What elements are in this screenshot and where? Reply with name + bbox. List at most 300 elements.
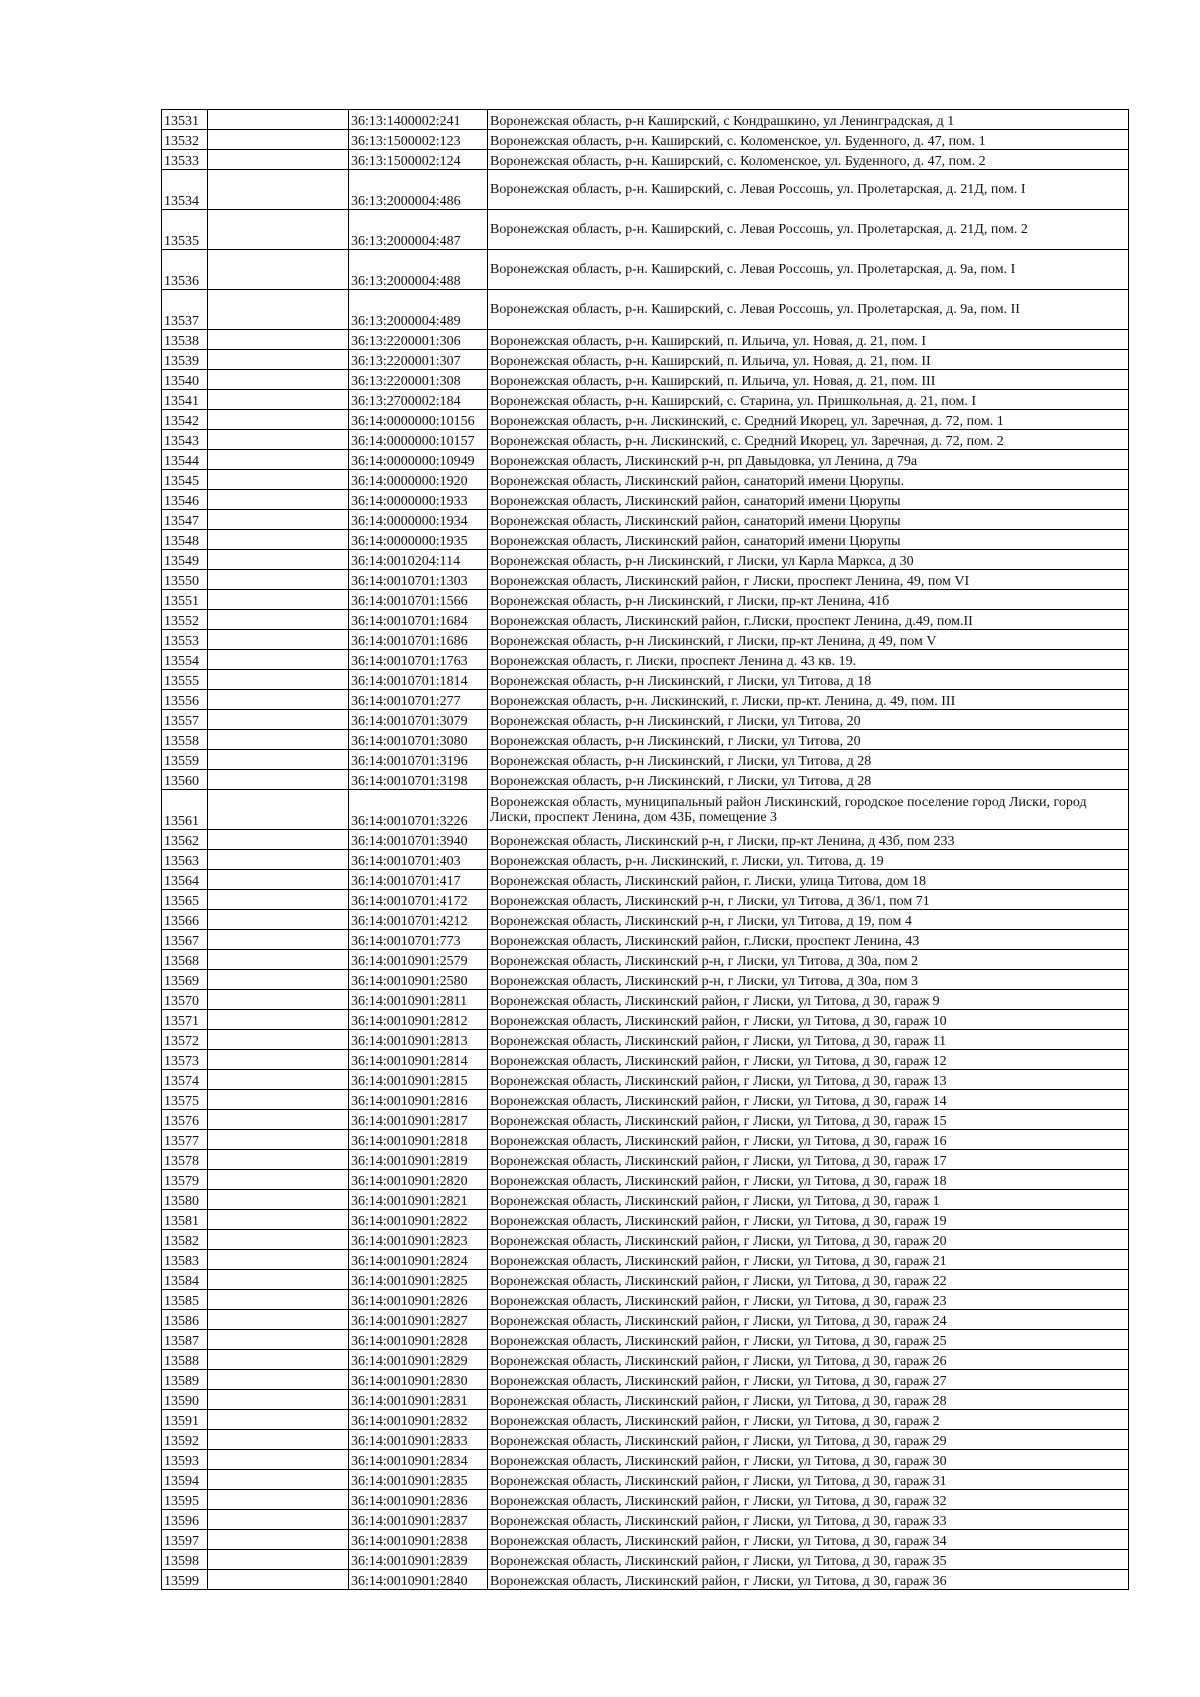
reserved-cell xyxy=(208,550,349,570)
table-row xyxy=(162,770,1129,790)
table-row xyxy=(162,1130,1129,1150)
row-number-cell: 13549 xyxy=(162,550,208,570)
table-row xyxy=(162,1510,1129,1530)
reserved-cell xyxy=(208,1290,349,1310)
cadastral-number-cell: 36:14:0010901:2840 xyxy=(349,1570,488,1590)
reserved-cell xyxy=(208,610,349,630)
row-number-cell: 13531 xyxy=(162,110,208,130)
reserved-cell xyxy=(208,590,349,610)
table-row xyxy=(162,630,1129,650)
cadastral-number-cell: 36:14:0010901:2824 xyxy=(349,1250,488,1270)
reserved-cell xyxy=(208,430,349,450)
address-cell: Воронежская область, Лискинский район, санаторий имени Цюрупы. xyxy=(488,470,1129,490)
table-row xyxy=(162,1050,1129,1070)
table-row xyxy=(162,990,1129,1010)
cadastral-number-cell: 36:13:2000004:486 xyxy=(349,170,488,210)
row-number-cell: 13544 xyxy=(162,450,208,470)
cadastral-number-cell: 36:14:0010204:114 xyxy=(349,550,488,570)
cadastral-number-cell: 36:14:0010901:2818 xyxy=(349,1130,488,1150)
address-cell: Воронежская область, Лискинский р-н, г Лиски, ул Титова, д 30а, пом 2 xyxy=(488,950,1129,970)
row-number-cell: 13543 xyxy=(162,430,208,450)
cadastral-number-cell: 36:14:0000000:1933 xyxy=(349,490,488,510)
cadastral-number-cell: 36:14:0010901:2823 xyxy=(349,1230,488,1250)
cadastral-number-cell: 36:14:0010901:2839 xyxy=(349,1550,488,1570)
cadastral-number-cell: 36:14:0010901:2825 xyxy=(349,1270,488,1290)
reserved-cell xyxy=(208,510,349,530)
reserved-cell xyxy=(208,890,349,910)
reserved-cell xyxy=(208,730,349,750)
table-row xyxy=(162,1550,1129,1570)
row-number-cell: 13541 xyxy=(162,390,208,410)
table-row xyxy=(162,1010,1129,1030)
reserved-cell xyxy=(208,1510,349,1530)
address-cell: Воронежская область, р-н. Каширский, с. Левая Россошь, ул. Пролетарская, д. 21Д, пом. I xyxy=(488,170,1129,210)
reserved-cell xyxy=(208,1430,349,1450)
cadastral-number-cell: 36:14:0010901:2579 xyxy=(349,950,488,970)
address-cell: Воронежская область, г. Лиски, проспект Ленина д. 43 кв. 19. xyxy=(488,650,1129,670)
row-number-cell: 13589 xyxy=(162,1370,208,1390)
reserved-cell xyxy=(208,370,349,390)
address-cell: Воронежская область, р-н. Лискинский, г. Лиски, ул. Титова, д. 19 xyxy=(488,850,1129,870)
address-cell: Воронежская область, Лискинский район, г Лиски, ул Титова, д 30, гараж 10 xyxy=(488,1010,1129,1030)
reserved-cell xyxy=(208,1450,349,1470)
address-cell: Воронежская область, Лискинский район, г Лиски, ул Титова, д 30, гараж 27 xyxy=(488,1370,1129,1390)
row-number-cell: 13598 xyxy=(162,1550,208,1570)
reserved-cell xyxy=(208,1490,349,1510)
row-number-cell: 13591 xyxy=(162,1410,208,1430)
table-row xyxy=(162,710,1129,730)
address-cell: Воронежская область, Лискинский район, г Лиски, ул Титова, д 30, гараж 35 xyxy=(488,1550,1129,1570)
cadastral-number-cell: 36:14:0000000:10156 xyxy=(349,410,488,430)
cadastral-number-cell: 36:13:2200001:306 xyxy=(349,330,488,350)
reserved-cell xyxy=(208,110,349,130)
address-cell: Воронежская область, Лискинский р-н, г Лиски, пр-кт Ленина, д 43б, пом 233 xyxy=(488,830,1129,850)
reserved-cell xyxy=(208,210,349,250)
cadastral-number-cell: 36:14:0010901:2836 xyxy=(349,1490,488,1510)
cadastral-number-cell: 36:14:0010901:2831 xyxy=(349,1390,488,1410)
table-row xyxy=(162,610,1129,630)
reserved-cell xyxy=(208,1250,349,1270)
row-number-cell: 13581 xyxy=(162,1210,208,1230)
reserved-cell xyxy=(208,1550,349,1570)
reserved-cell xyxy=(208,1010,349,1030)
cadastral-number-cell: 36:14:0010901:2835 xyxy=(349,1470,488,1490)
cadastral-number-cell: 36:14:0010901:2820 xyxy=(349,1170,488,1190)
table-row xyxy=(162,1450,1129,1470)
cadastral-number-cell: 36:14:0010701:4172 xyxy=(349,890,488,910)
reserved-cell xyxy=(208,530,349,550)
address-cell: Воронежская область, Лискинский район, г Лиски, ул Титова, д 30, гараж 14 xyxy=(488,1090,1129,1110)
cadastral-number-cell: 36:14:0010901:2833 xyxy=(349,1430,488,1450)
table-row xyxy=(162,890,1129,910)
address-cell: Воронежская область, Лискинский район, г Лиски, проспект Ленина, 49, пом VI xyxy=(488,570,1129,590)
cadastral-number-cell: 36:14:0010901:2816 xyxy=(349,1090,488,1110)
address-cell: Воронежская область, Лискинский район, г Лиски, ул Титова, д 30, гараж 25 xyxy=(488,1330,1129,1350)
cadastral-number-cell: 36:14:0010901:2827 xyxy=(349,1310,488,1330)
address-cell: Воронежская область, Лискинский район, г Лиски, ул Титова, д 30, гараж 23 xyxy=(488,1290,1129,1310)
row-number-cell: 13567 xyxy=(162,930,208,950)
address-cell: Воронежская область, Лискинский район, г Лиски, ул Титова, д 30, гараж 16 xyxy=(488,1130,1129,1150)
row-number-cell: 13568 xyxy=(162,950,208,970)
address-cell: Воронежская область, Лискинский район, г. Лиски, улица Титова, дом 18 xyxy=(488,870,1129,890)
address-cell: Воронежская область, р-н. Лискинский, г. Лиски, пр-кт. Ленина, д. 49, пом. III xyxy=(488,690,1129,710)
reserved-cell xyxy=(208,390,349,410)
table-row xyxy=(162,1350,1129,1370)
row-number-cell: 13576 xyxy=(162,1110,208,1130)
address-cell: Воронежская область, Лискинский район, г Лиски, ул Титова, д 30, гараж 34 xyxy=(488,1530,1129,1550)
row-number-cell: 13583 xyxy=(162,1250,208,1270)
address-cell: Воронежская область, Лискинский район, г Лиски, ул Титова, д 30, гараж 1 xyxy=(488,1190,1129,1210)
table-row xyxy=(162,1090,1129,1110)
cadastral-number-cell: 36:14:0010701:3079 xyxy=(349,710,488,730)
cadastral-number-cell: 36:14:0010901:2580 xyxy=(349,970,488,990)
table-row xyxy=(162,1430,1129,1450)
row-number-cell: 13553 xyxy=(162,630,208,650)
row-number-cell: 13574 xyxy=(162,1070,208,1090)
row-number-cell: 13565 xyxy=(162,890,208,910)
cadastral-number-cell: 36:14:0010901:2819 xyxy=(349,1150,488,1170)
reserved-cell xyxy=(208,1330,349,1350)
reserved-cell xyxy=(208,1410,349,1430)
address-cell: Воронежская область, Лискинский район, г Лиски, ул Титова, д 30, гараж 13 xyxy=(488,1070,1129,1090)
address-cell: Воронежская область, р-н Лискинский, г Лиски, ул Карла Маркса, д 30 xyxy=(488,550,1129,570)
table-row xyxy=(162,1030,1129,1050)
table-row xyxy=(162,850,1129,870)
cadastral-number-cell: 36:14:0010701:3198 xyxy=(349,770,488,790)
table-row xyxy=(162,970,1129,990)
cadastral-number-cell: 36:13:2000004:488 xyxy=(349,250,488,290)
table-row xyxy=(162,690,1129,710)
address-cell: Воронежская область, р-н. Лискинский, с. Средний Икорец, ул. Заречная, д. 72, пом. 1 xyxy=(488,410,1129,430)
row-number-cell: 13538 xyxy=(162,330,208,350)
row-number-cell: 13595 xyxy=(162,1490,208,1510)
table-row xyxy=(162,250,1129,290)
row-number-cell: 13585 xyxy=(162,1290,208,1310)
row-number-cell: 13557 xyxy=(162,710,208,730)
reserved-cell xyxy=(208,570,349,590)
reserved-cell xyxy=(208,1190,349,1210)
cadastral-number-cell: 36:13:2200001:308 xyxy=(349,370,488,390)
reserved-cell xyxy=(208,1230,349,1250)
row-number-cell: 13542 xyxy=(162,410,208,430)
address-cell: Воронежская область, Лискинский район, г Лиски, ул Титова, д 30, гараж 2 xyxy=(488,1410,1129,1430)
table-row xyxy=(162,1570,1129,1590)
reserved-cell xyxy=(208,910,349,930)
address-cell: Воронежская область, Лискинский район, г Лиски, ул Титова, д 30, гараж 22 xyxy=(488,1270,1129,1290)
row-number-cell: 13586 xyxy=(162,1310,208,1330)
cadastral-number-cell: 36:14:0010901:2814 xyxy=(349,1050,488,1070)
cadastral-number-cell: 36:14:0010701:3196 xyxy=(349,750,488,770)
row-number-cell: 13551 xyxy=(162,590,208,610)
address-cell: Воронежская область, Лискинский район, г Лиски, ул Титова, д 30, гараж 28 xyxy=(488,1390,1129,1410)
reserved-cell xyxy=(208,150,349,170)
table-row xyxy=(162,870,1129,890)
row-number-cell: 13597 xyxy=(162,1530,208,1550)
row-number-cell: 13587 xyxy=(162,1330,208,1350)
address-cell: Воронежская область, Лискинский район, г Лиски, ул Титова, д 30, гараж 12 xyxy=(488,1050,1129,1070)
row-number-cell: 13559 xyxy=(162,750,208,770)
cadastral-number-cell: 36:14:0000000:1920 xyxy=(349,470,488,490)
address-cell: Воронежская область, Лискинский район, г Лиски, ул Титова, д 30, гараж 30 xyxy=(488,1450,1129,1470)
row-number-cell: 13540 xyxy=(162,370,208,390)
cadastral-number-cell: 36:14:0010701:3940 xyxy=(349,830,488,850)
table-row xyxy=(162,1410,1129,1430)
address-cell: Воронежская область, Лискинский район, г Лиски, ул Титова, д 30, гараж 31 xyxy=(488,1470,1129,1490)
reserved-cell xyxy=(208,1110,349,1130)
cadastral-number-cell: 36:14:0010901:2811 xyxy=(349,990,488,1010)
cadastral-number-cell: 36:14:0010701:3080 xyxy=(349,730,488,750)
reserved-cell xyxy=(208,130,349,150)
row-number-cell: 13578 xyxy=(162,1150,208,1170)
cadastral-number-cell: 36:13:1500002:124 xyxy=(349,150,488,170)
row-number-cell: 13593 xyxy=(162,1450,208,1470)
table-row xyxy=(162,1210,1129,1230)
reserved-cell xyxy=(208,1030,349,1050)
table-row xyxy=(162,930,1129,950)
row-number-cell: 13535 xyxy=(162,210,208,250)
address-cell: Воронежская область, Лискинский район, санаторий имени Цюрупы xyxy=(488,490,1129,510)
table-row xyxy=(162,1250,1129,1270)
address-cell: Воронежская область, Лискинский район, санаторий имени Цюрупы xyxy=(488,530,1129,550)
address-cell: Воронежская область, р-н Каширский, с Кондрашкино, ул Ленинградская, д 1 xyxy=(488,110,1129,130)
address-cell: Воронежская область, р-н. Лискинский, с. Средний Икорец, ул. Заречная, д. 72, пом. 2 xyxy=(488,430,1129,450)
table-row xyxy=(162,790,1129,830)
row-number-cell: 13534 xyxy=(162,170,208,210)
cadastral-number-cell: 36:14:0010701:1814 xyxy=(349,670,488,690)
row-number-cell: 13582 xyxy=(162,1230,208,1250)
row-number-cell: 13570 xyxy=(162,990,208,1010)
row-number-cell: 13547 xyxy=(162,510,208,530)
address-cell: Воронежская область, Лискинский район, г.Лиски, проспект Ленина, 43 xyxy=(488,930,1129,950)
row-number-cell: 13555 xyxy=(162,670,208,690)
cadastral-number-cell: 36:14:0010901:2821 xyxy=(349,1190,488,1210)
table-row xyxy=(162,1310,1129,1330)
cadastral-number-cell: 36:14:0010701:4212 xyxy=(349,910,488,930)
table-row xyxy=(162,130,1129,150)
row-number-cell: 13550 xyxy=(162,570,208,590)
address-cell: Воронежская область, Лискинский район, г Лиски, ул Титова, д 30, гараж 21 xyxy=(488,1250,1129,1270)
table-row xyxy=(162,1330,1129,1350)
address-cell: Воронежская область, р-н. Каширский, с. Старина, ул. Пришкольная, д. 21, пом. I xyxy=(488,390,1129,410)
cadastral-number-cell: 36:14:0010901:2812 xyxy=(349,1010,488,1030)
reserved-cell xyxy=(208,1310,349,1330)
reserved-cell xyxy=(208,930,349,950)
table-row xyxy=(162,410,1129,430)
address-cell: Воронежская область, р-н. Каширский, п. Ильича, ул. Новая, д. 21, пом. I xyxy=(488,330,1129,350)
reserved-cell xyxy=(208,670,349,690)
table-row xyxy=(162,1070,1129,1090)
row-number-cell: 13532 xyxy=(162,130,208,150)
row-number-cell: 13571 xyxy=(162,1010,208,1030)
reserved-cell xyxy=(208,410,349,430)
reserved-cell xyxy=(208,1210,349,1230)
address-cell: Воронежская область, Лискинский район, г Лиски, ул Титова, д 30, гараж 17 xyxy=(488,1150,1129,1170)
address-cell: Воронежская область, Лискинский район, г Лиски, ул Титова, д 30, гараж 18 xyxy=(488,1170,1129,1190)
reserved-cell xyxy=(208,450,349,470)
row-number-cell: 13533 xyxy=(162,150,208,170)
address-cell: Воронежская область, р-н. Каширский, п. Ильича, ул. Новая, д. 21, пом. III xyxy=(488,370,1129,390)
table-row xyxy=(162,210,1129,250)
cadastral-number-cell: 36:13:2000004:489 xyxy=(349,290,488,330)
cadastral-number-cell: 36:14:0010901:2813 xyxy=(349,1030,488,1050)
reserved-cell xyxy=(208,770,349,790)
row-number-cell: 13592 xyxy=(162,1430,208,1450)
address-cell: Воронежская область, р-н Лискинский, г Лиски, пр-кт Ленина, 41б xyxy=(488,590,1129,610)
reserved-cell xyxy=(208,1090,349,1110)
row-number-cell: 13575 xyxy=(162,1090,208,1110)
row-number-cell: 13573 xyxy=(162,1050,208,1070)
row-number-cell: 13588 xyxy=(162,1350,208,1370)
cadastral-number-cell: 36:14:0010701:773 xyxy=(349,930,488,950)
table-row xyxy=(162,950,1129,970)
row-number-cell: 13584 xyxy=(162,1270,208,1290)
reserved-cell xyxy=(208,170,349,210)
table-row xyxy=(162,590,1129,610)
cadastral-number-cell: 36:13:1500002:123 xyxy=(349,130,488,150)
reserved-cell xyxy=(208,870,349,890)
reserved-cell xyxy=(208,690,349,710)
row-number-cell: 13572 xyxy=(162,1030,208,1050)
address-cell: Воронежская область, р-н Лискинский, г Лиски, ул Титова, 20 xyxy=(488,730,1129,750)
address-cell: Воронежская область, р-н Лискинский, г Лиски, пр-кт Ленина, д 49, пом V xyxy=(488,630,1129,650)
row-number-cell: 13579 xyxy=(162,1170,208,1190)
cadastral-number-cell: 36:14:0010701:417 xyxy=(349,870,488,890)
address-cell: Воронежская область, Лискинский район, г Лиски, ул Титова, д 30, гараж 9 xyxy=(488,990,1129,1010)
reserved-cell xyxy=(208,790,349,830)
cadastral-number-cell: 36:14:0010901:2815 xyxy=(349,1070,488,1090)
address-cell: Воронежская область, Лискинский р-н, рп Давыдовка, ул Ленина, д 79а xyxy=(488,450,1129,470)
table-row xyxy=(162,1190,1129,1210)
row-number-cell: 13563 xyxy=(162,850,208,870)
cadastral-number-cell: 36:14:0010901:2832 xyxy=(349,1410,488,1430)
cadastral-number-cell: 36:13:2200001:307 xyxy=(349,350,488,370)
table-row xyxy=(162,1170,1129,1190)
row-number-cell: 13556 xyxy=(162,690,208,710)
address-cell: Воронежская область, муниципальный район Лискинский, городское поселение город Лиски, город Лиски, проспект Ленина, дом 43Б, помещение 3 xyxy=(488,790,1129,830)
row-number-cell: 13590 xyxy=(162,1390,208,1410)
cadastral-number-cell: 36:14:0010901:2838 xyxy=(349,1530,488,1550)
table-row xyxy=(162,830,1129,850)
row-number-cell: 13558 xyxy=(162,730,208,750)
address-cell: Воронежская область, р-н. Каширский, с. Левая Россошь, ул. Пролетарская, д. 9а, пом. I xyxy=(488,250,1129,290)
table-row xyxy=(162,750,1129,770)
cadastral-number-cell: 36:14:0000000:10157 xyxy=(349,430,488,450)
table-row xyxy=(162,1370,1129,1390)
reserved-cell xyxy=(208,1530,349,1550)
reserved-cell xyxy=(208,630,349,650)
reserved-cell xyxy=(208,1570,349,1590)
reserved-cell xyxy=(208,750,349,770)
reserved-cell xyxy=(208,1150,349,1170)
address-cell: Воронежская область, Лискинский р-н, г Лиски, ул Титова, д 36/1, пом 71 xyxy=(488,890,1129,910)
table-row xyxy=(162,670,1129,690)
table-row xyxy=(162,150,1129,170)
table-row xyxy=(162,1150,1129,1170)
reserved-cell xyxy=(208,350,349,370)
row-number-cell: 13566 xyxy=(162,910,208,930)
cadastral-number-cell: 36:14:0010701:1684 xyxy=(349,610,488,630)
reserved-cell xyxy=(208,330,349,350)
cadastral-number-cell: 36:14:0010701:1566 xyxy=(349,590,488,610)
table-row xyxy=(162,290,1129,330)
table-row xyxy=(162,1390,1129,1410)
reserved-cell xyxy=(208,650,349,670)
row-number-cell: 13548 xyxy=(162,530,208,550)
row-number-cell: 13569 xyxy=(162,970,208,990)
reserved-cell xyxy=(208,250,349,290)
address-cell: Воронежская область, р-н. Каширский, с. Левая Россошь, ул. Пролетарская, д. 9а, пом. II xyxy=(488,290,1129,330)
reserved-cell xyxy=(208,1470,349,1490)
row-number-cell: 13594 xyxy=(162,1470,208,1490)
row-number-cell: 13554 xyxy=(162,650,208,670)
address-cell: Воронежская область, Лискинский район, г Лиски, ул Титова, д 30, гараж 29 xyxy=(488,1430,1129,1450)
address-cell: Воронежская область, Лискинский район, г Лиски, ул Титова, д 30, гараж 19 xyxy=(488,1210,1129,1230)
address-cell: Воронежская область, Лискинский район, г Лиски, ул Титова, д 30, гараж 33 xyxy=(488,1510,1129,1530)
reserved-cell xyxy=(208,850,349,870)
reserved-cell xyxy=(208,1050,349,1070)
cadastral-number-cell: 36:14:0010701:1763 xyxy=(349,650,488,670)
table-body xyxy=(162,110,1129,1590)
row-number-cell: 13577 xyxy=(162,1130,208,1150)
cadastral-number-cell: 36:14:0010901:2837 xyxy=(349,1510,488,1530)
cadastral-number-cell: 36:13:2700002:184 xyxy=(349,390,488,410)
cadastral-number-cell: 36:14:0010901:2829 xyxy=(349,1350,488,1370)
table-row xyxy=(162,330,1129,350)
table-row xyxy=(162,550,1129,570)
property-register-table xyxy=(161,109,1129,1590)
table-row xyxy=(162,350,1129,370)
reserved-cell xyxy=(208,1170,349,1190)
cadastral-number-cell: 36:14:0010701:1303 xyxy=(349,570,488,590)
row-number-cell: 13561 xyxy=(162,790,208,830)
address-cell: Воронежская область, Лискинский район, г Лиски, ул Титова, д 30, гараж 15 xyxy=(488,1110,1129,1130)
reserved-cell xyxy=(208,1070,349,1090)
table-row xyxy=(162,730,1129,750)
cadastral-number-cell: 36:14:0010701:277 xyxy=(349,690,488,710)
table-row xyxy=(162,1110,1129,1130)
table-row xyxy=(162,1490,1129,1510)
table-row xyxy=(162,1470,1129,1490)
reserved-cell xyxy=(208,1350,349,1370)
cadastral-number-cell: 36:14:0000000:1934 xyxy=(349,510,488,530)
cadastral-number-cell: 36:14:0010901:2817 xyxy=(349,1110,488,1130)
table-row xyxy=(162,570,1129,590)
row-number-cell: 13580 xyxy=(162,1190,208,1210)
reserved-cell xyxy=(208,490,349,510)
reserved-cell xyxy=(208,1270,349,1290)
row-number-cell: 13546 xyxy=(162,490,208,510)
cadastral-number-cell: 36:14:0000000:1935 xyxy=(349,530,488,550)
table-row xyxy=(162,510,1129,530)
row-number-cell: 13560 xyxy=(162,770,208,790)
address-cell: Воронежская область, р-н. Каширский, с. Коломенское, ул. Буденного, д. 47, пом. 2 xyxy=(488,150,1129,170)
address-cell: Воронежская область, Лискинский район, санаторий имени Цюрупы xyxy=(488,510,1129,530)
table-row xyxy=(162,1290,1129,1310)
cadastral-number-cell: 36:14:0010701:3226 xyxy=(349,790,488,830)
table-row xyxy=(162,650,1129,670)
reserved-cell xyxy=(208,1390,349,1410)
cadastral-number-cell: 36:14:0010701:1686 xyxy=(349,630,488,650)
table-row xyxy=(162,1270,1129,1290)
cadastral-number-cell: 36:14:0010901:2830 xyxy=(349,1370,488,1390)
address-cell: Воронежская область, р-н Лискинский, г Лиски, ул Титова, 20 xyxy=(488,710,1129,730)
address-cell: Воронежская область, р-н. Каширский, п. Ильича, ул. Новая, д. 21, пом. II xyxy=(488,350,1129,370)
table-row xyxy=(162,910,1129,930)
reserved-cell xyxy=(208,950,349,970)
table-row xyxy=(162,110,1129,130)
address-cell: Воронежская область, р-н Лискинский, г Лиски, ул Титова, д 18 xyxy=(488,670,1129,690)
row-number-cell: 13599 xyxy=(162,1570,208,1590)
